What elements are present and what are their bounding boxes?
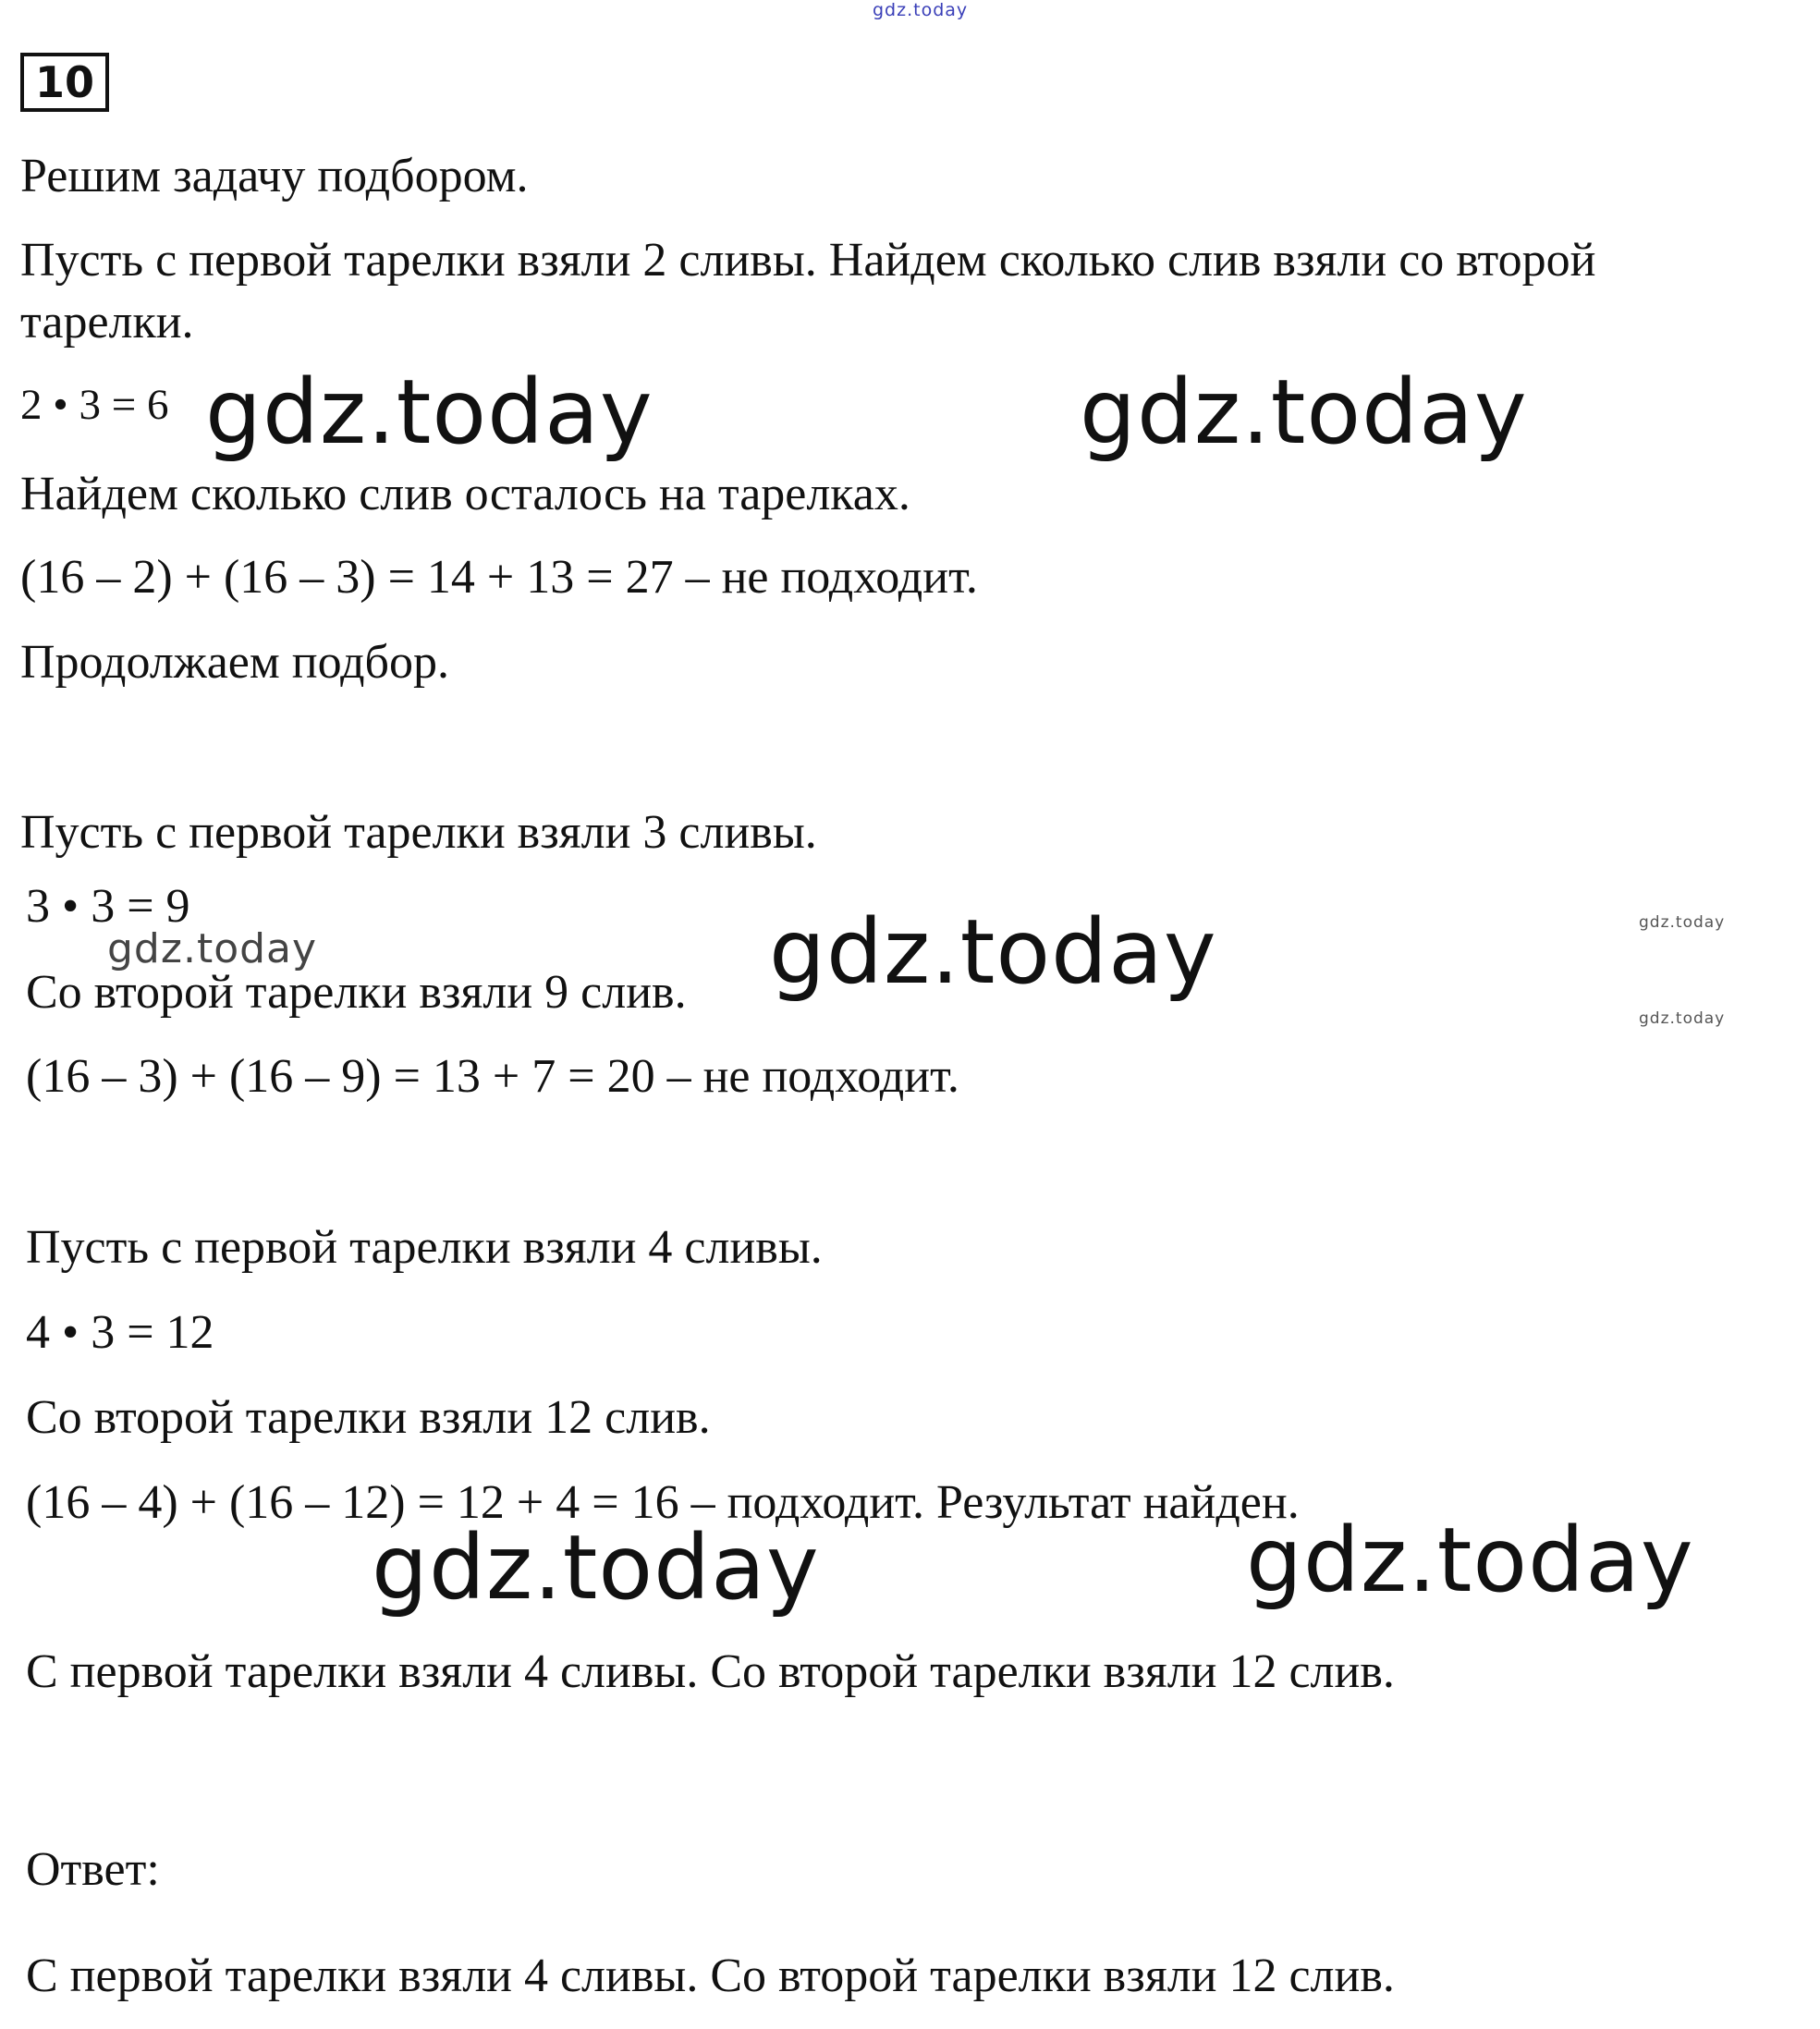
watermark: gdz.today [205,361,653,464]
solution-line: Найдем сколько слив осталось на тарелках. [20,468,910,520]
solution-line: Со второй тарелки взяли 12 слив. [26,1391,711,1444]
watermark: gdz.today [1639,913,1726,932]
solution-line: Продолжаем подбор. [20,636,450,689]
equation-line: (16 – 3) + (16 – 9) = 13 + 7 = 20 – не подходит. [26,1050,959,1103]
solution-line: Пусть с первой тарелки взяли 2 сливы. Найдем сколько слив взяли со второй [20,234,1596,287]
watermark: gdz.today [1080,361,1528,464]
watermark: gdz.today [1246,1509,1694,1612]
equation-line: 4 • 3 = 12 [26,1306,214,1359]
watermark-top: gdz.today [873,0,969,20]
equation-line: 3 • 3 = 9 [26,880,190,933]
answer-text: С первой тарелки взяли 4 сливы. Со второй тарелки взяли 12 слив. [26,1950,1395,2002]
solution-line-intro: Решим задачу подбором. [20,150,529,202]
task-number-box: 10 [20,53,109,112]
watermark: gdz.today [107,925,318,972]
equation-line: 2 • 3 = 6 [20,381,169,429]
solution-line: Со второй тарелки взяли 9 слив. [26,966,687,1019]
solution-line: Пусть с первой тарелки взяли 3 сливы. [20,806,817,859]
watermark: gdz.today [1639,1009,1726,1028]
solution-line: тарелки. [20,296,194,348]
watermark: gdz.today [769,900,1217,1004]
equation-line: (16 – 4) + (16 – 12) = 12 + 4 = 16 – подходит. Результат найден. [26,1476,1300,1529]
equation-line: (16 – 2) + (16 – 3) = 14 + 13 = 27 – не подходит. [20,551,978,604]
solution-line: Пусть с первой тарелки взяли 4 сливы. [26,1221,823,1274]
solution-line: С первой тарелки взяли 4 сливы. Со второй тарелки взяли 12 слив. [26,1645,1395,1698]
watermark: gdz.today [372,1516,820,1620]
answer-label: Ответ: [26,1843,160,1896]
